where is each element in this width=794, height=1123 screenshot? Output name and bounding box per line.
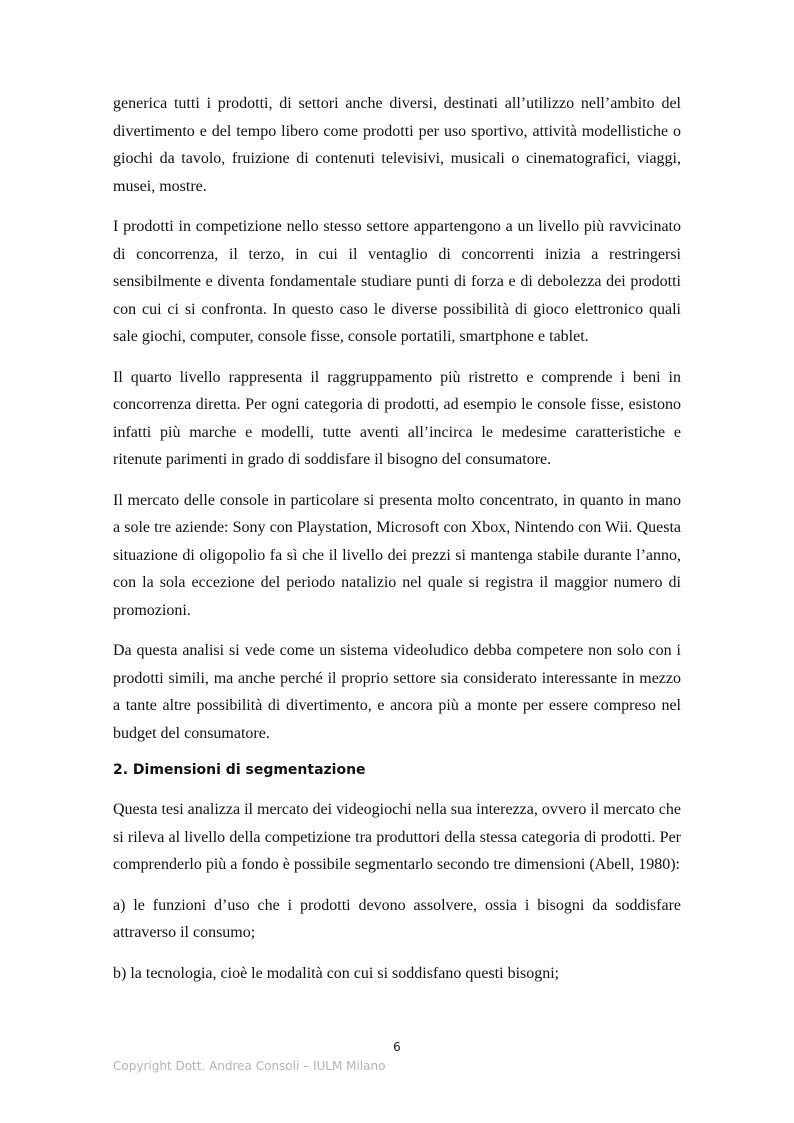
- paragraph-console-market: Il mercato delle console in particolare si presenta molto concentrato, in quanto in mano a sole tre aziende: Sony con Playstation, Microsoft con Xbox, Nintendo con Wii. Questa situazione di oligopolio fa sì che il livello dei prezzi si mantenga stabile durante l’anno, con la sola eccezione del periodo natalizio nel quale si registra il maggior numero di promozioni.: [113, 491, 681, 619]
- paragraph-segmentation-intro: Questa tesi analizza il mercato dei videogiochi nella sua interezza, ovvero il mercato che si rileva al livello della competizione tra produttori della stessa categoria di prodotti. Per comprenderlo più a fondo è possibile segmentarlo secondo tre dimensioni (Abell, 1980):: [113, 801, 681, 873]
- copyright-footer: Copyright Dott. Andrea Consoli – IULM Milano: [113, 1059, 386, 1073]
- list-item-technology: b) la tecnologia, cioè le modalità con cui si soddisfano questi bisogni;: [113, 964, 560, 982]
- section-heading: 2. Dimensioni di segmentazione: [113, 762, 366, 778]
- paragraph-direct-competition: Il quarto livello rappresenta il raggruppamento più ristretto e comprende i beni in concorrenza diretta. Per ogni categoria di prodotti, ad esempio le console fisse, esistono infatti più marche e modelli, tutte aventi all’incirca le medesime caratteristiche e ritenute parimenti in grado di soddisfare il bisogno del consumatore.: [113, 368, 681, 468]
- list-item-functions: a) le funzioni d’uso che i prodotti devono assolvere, ossia i bisogni da soddisfare attraverso il consumo;: [113, 896, 681, 941]
- page-number: 6: [393, 1040, 401, 1054]
- paragraph-leisure-products: generica tutti i prodotti, di settori anche diversi, destinati all’utilizzo nell’ambito del divertimento e del tempo libero come prodotti per uso sportivo, attività modellistiche o giochi da tavolo, fruizione di contenuti televisivi, musicali o cinematografici, viaggi, musei, mostre.: [113, 95, 681, 195]
- paragraph-analysis-conclusion: Da questa analisi si vede come un sistema videoludico debba competere non solo con i prodotti simili, ma anche perché il proprio settore sia considerato interessante in mezzo a tante altre possibilità di divertimento, e ancora più a monte per essere compreso nel budget del consumatore.: [113, 642, 681, 742]
- page-content: [113, 90, 681, 1000]
- paragraph-sector-competition: I prodotti in competizione nello stesso settore appartengono a un livello più ravvicinato di concorrenza, il terzo, in cui il ventaglio di concorrenti inizia a restringersi sensibilmente e diventa fondamentale studiare punti di forza e di debolezza dei prodotti con cui ci si confronta. In questo caso le diverse possibilità di gioco elettronico quali sale giochi, computer, console fisse, console portatili, smartphone e tablet.: [113, 218, 681, 345]
